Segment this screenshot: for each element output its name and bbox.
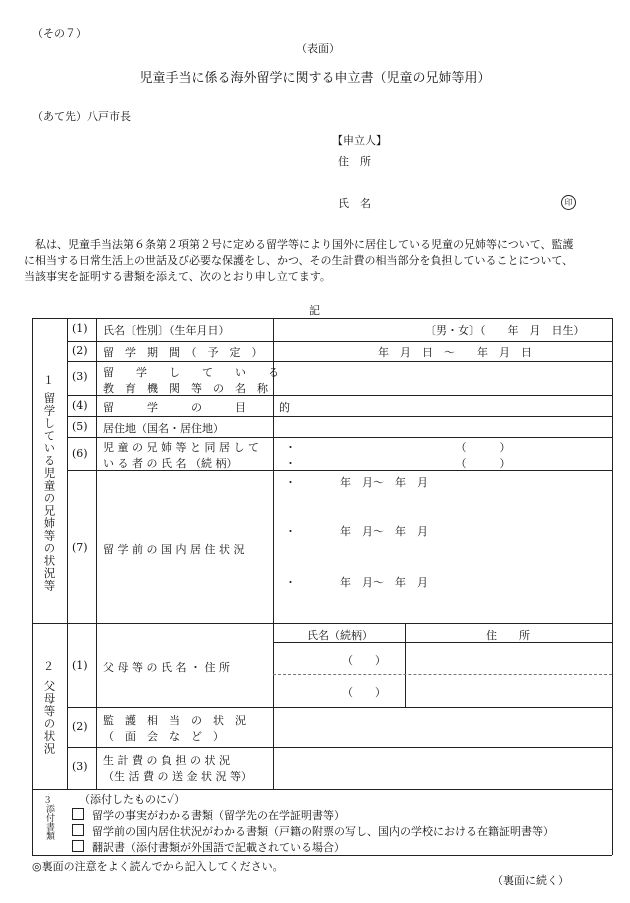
row-7-label: 留 学 前 の 国 内 居 住 状 況 bbox=[103, 543, 245, 556]
form-number: （その７） bbox=[32, 27, 87, 40]
row-3-label-line2: 教 育 機 関 等 の 名 称 bbox=[103, 382, 268, 395]
applicant-heading: 【申立人】 bbox=[332, 134, 387, 147]
section1-title: 留学している児童の兄姉等の状況等 bbox=[42, 392, 57, 592]
row-7-value-3: ・ 年 月～ 年 月 bbox=[285, 576, 428, 589]
row-2-2-number: (2) bbox=[72, 720, 88, 733]
row-2-value: 年 月 日 ～ 年 月 日 bbox=[378, 346, 532, 359]
row-6-value-2: ・ （ ） bbox=[285, 457, 511, 470]
row-6-number: (6) bbox=[72, 447, 88, 460]
applicant-address-label: 住 所 bbox=[338, 155, 371, 168]
row-3-number: (3) bbox=[72, 370, 88, 383]
record-label: 記 bbox=[309, 304, 320, 317]
statement-line-2: に相当する日常生活上の世話及び必要な保護をし、かつ、その生計費の相当部分を負担していることについて、 bbox=[24, 254, 574, 267]
attachments-instruction: （添付したものに✓） bbox=[79, 793, 186, 806]
statement-line-3: 当該事実を証明する書類を添えて、次のとおり申し立てます。 bbox=[24, 270, 331, 283]
row-1-label: 氏名〔性別〕（生年月日） bbox=[103, 324, 230, 337]
row-2-label: 留 学 期 間 （ 予 定 ） bbox=[103, 346, 263, 359]
row-6-label-line2: い る 者 の 氏 名 （続 柄） bbox=[103, 457, 238, 470]
row-4-number: (4) bbox=[72, 399, 88, 412]
row-2-2-label-line2: （ 面 会 な ど ） bbox=[103, 730, 224, 743]
attachment-item-3[interactable]: 翻訳書（添付書類が外国語で記載されている場合） bbox=[72, 839, 345, 855]
section1-number: １ bbox=[43, 374, 54, 387]
column-header-name: 氏名（続柄） bbox=[307, 629, 373, 642]
section2-number: ２ bbox=[43, 660, 54, 673]
row-2-1-label: 父 母 等 の 氏 名 ・ 住 所 bbox=[103, 661, 230, 674]
row-5-label: 居住地（国名・居住地） bbox=[103, 422, 224, 435]
continued-label: （裏面に続く） bbox=[492, 874, 569, 887]
checkbox[interactable] bbox=[72, 840, 84, 852]
addressee: （あて先）八戸市長 bbox=[32, 110, 131, 123]
row-3-label-line1: 留 学 し て い る bbox=[103, 366, 279, 379]
parent-2-relationship: （ ） bbox=[342, 686, 386, 699]
section2-title: 父母等の状況 bbox=[42, 680, 57, 755]
row-1-value: 〔男・女〕（ 年 月 日生） bbox=[425, 324, 585, 337]
row-2-2-label-line1: 監 護 相 当 の 状 況 bbox=[103, 714, 246, 727]
applicant-name-label: 氏 名 bbox=[338, 197, 371, 210]
form-title: 児童手当に係る海外留学に関する申立書（児童の兄姉等用） bbox=[139, 71, 491, 86]
row-7-value-2: ・ 年 月～ 年 月 bbox=[285, 525, 428, 538]
row-6-label-line1: 児 童 の 兄 姉 等 と 同 居 し て bbox=[103, 441, 259, 454]
row-7-number: (7) bbox=[72, 541, 88, 554]
row-6-value-1: ・ （ ） bbox=[285, 441, 511, 454]
checkbox[interactable] bbox=[72, 824, 84, 836]
seal-mark: 印 bbox=[561, 195, 576, 210]
row-5-number: (5) bbox=[72, 420, 88, 433]
row-7-value-1: ・ 年 月～ 年 月 bbox=[285, 476, 428, 489]
attachment-item-2[interactable]: 留学前の国内居住状況がわかる書類（戸籍の附票の写し、国内の学校における在籍証明書等） bbox=[72, 823, 554, 839]
section3-title: 添付書類 bbox=[44, 804, 54, 840]
footer-note: ◎裏面の注意をよく読んでから記入してください。 bbox=[32, 860, 284, 873]
row-2-3-label-line2: （生 活 費 の 送 金 状 況 等） bbox=[103, 770, 252, 783]
column-header-address: 住 所 bbox=[486, 629, 530, 642]
row-2-3-number: (3) bbox=[72, 760, 88, 773]
row-1-number: (1) bbox=[72, 322, 88, 335]
row-2-number: (2) bbox=[72, 344, 88, 357]
attachment-item-1[interactable]: 留学の事実がわかる書類（留学先の在学証明書等） bbox=[72, 807, 345, 823]
front-side-label: （表面） bbox=[296, 42, 340, 55]
checkbox[interactable] bbox=[72, 808, 84, 820]
row-4-label: 留 学 の 目 的 bbox=[103, 401, 290, 414]
parent-1-relationship: （ ） bbox=[342, 654, 386, 667]
row-2-3-label-line1: 生 計 費 の 負 担 の 状 況 bbox=[103, 754, 230, 767]
statement-line-1: 私は、児童手当法第６条第２項第２号に定める留学等により国外に居住している児童の兄姉等について、監護 bbox=[24, 238, 574, 251]
row-2-1-number: (1) bbox=[72, 659, 88, 672]
section3-number: ３ bbox=[43, 796, 53, 806]
